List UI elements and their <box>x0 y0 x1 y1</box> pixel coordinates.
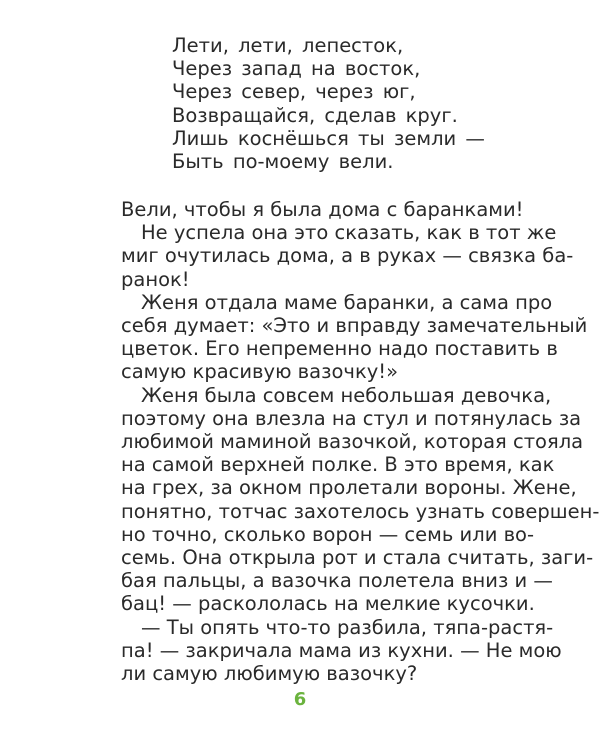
prose-line: самую красивую вазочку!» <box>121 360 399 384</box>
prose-line: миг очутилась дома, а в руках — связка ба- <box>121 244 574 268</box>
prose-line: — Ты опять что-то разбила, тяпа-растя- <box>141 615 554 639</box>
prose-block <box>121 198 600 686</box>
poem-line: Через север, через юг, <box>172 80 416 104</box>
page-number: 6 <box>293 689 307 710</box>
poem-line: Через запад на восток, <box>172 57 421 81</box>
prose-line: бац! — раскололась на мелкие кусочки. <box>121 592 535 616</box>
prose-line: ранок! <box>121 267 190 291</box>
poem-line: Возвращайся, сделав круг. <box>172 103 458 127</box>
poem-block <box>172 34 485 173</box>
prose-line: па! — закричала мама из кухни. — Не мою <box>121 638 562 662</box>
prose-line: Женя отдала маме баранки, а сама про <box>141 290 553 314</box>
prose-line: цветок. Его непременно надо поставить в <box>121 337 558 361</box>
prose-line: на самой верхней полке. В это время, как <box>121 453 555 477</box>
prose-line: любимой маминой вазочкой, которая стояла <box>121 430 584 454</box>
poem-line: Лети, лети, лепесток, <box>172 34 404 57</box>
prose-line: Не успела она это сказать, как в тот же <box>141 221 557 245</box>
prose-line: бая пальцы, а вазочка полетела вниз и — <box>121 569 553 593</box>
prose-line: поэтому она влезла на стул и потянулась за <box>121 406 582 430</box>
prose-line: Женя была совсем небольшая девочка, <box>141 383 552 407</box>
prose-line: на грех, за окном пролетали вороны. Жене, <box>121 476 577 500</box>
poem-line: Быть по-моему вели. <box>172 150 394 174</box>
prose-line: ли самую любимую вазочку? <box>121 662 418 686</box>
poem-line: Лишь коснёшься ты земли — <box>172 126 485 150</box>
prose-line: Вели, чтобы я была дома с баранками! <box>121 198 524 221</box>
prose-line: себя думает: «Это и вправду замечательный <box>121 314 588 338</box>
prose-line: понятно, тотчас захотелось узнать совершен- <box>121 499 600 523</box>
prose-line: но точно, сколько ворон — семь или во- <box>121 522 535 546</box>
prose-line: семь. Она открыла рот и стала считать, заги- <box>121 546 594 570</box>
